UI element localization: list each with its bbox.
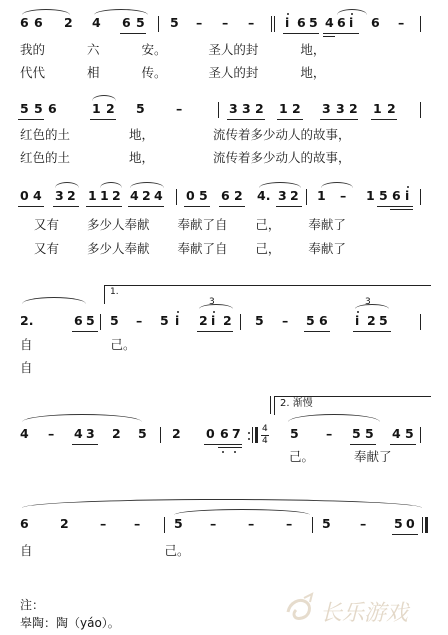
note: – (136, 313, 143, 328)
bar-line (420, 314, 421, 330)
underline (72, 444, 98, 445)
underline (304, 331, 330, 332)
triplet-slur (355, 304, 389, 309)
bar-line (100, 314, 101, 330)
note: 4 (325, 15, 334, 30)
note: 7 (232, 426, 241, 441)
note: i (349, 15, 354, 30)
note: 6 (20, 516, 29, 531)
repeat-dot (248, 432, 250, 434)
note: 0 (20, 188, 29, 203)
slur (130, 182, 164, 188)
note: 4 (33, 188, 42, 203)
note: – (326, 426, 333, 441)
lyrics-verse-1: 自 己。 (20, 543, 190, 558)
note: 5 (365, 426, 374, 441)
underline (377, 206, 413, 207)
note: – (176, 101, 183, 116)
high-dot (357, 311, 359, 313)
note: 5 (160, 313, 169, 328)
bar-line (420, 427, 421, 443)
watermark (282, 592, 432, 626)
note: 5 (379, 313, 388, 328)
note: – (248, 15, 255, 30)
slur (22, 9, 70, 15)
note: 5 (20, 101, 29, 116)
slur (100, 182, 122, 188)
note: 1 (100, 188, 109, 203)
underline (283, 33, 319, 34)
bar-line (240, 314, 241, 330)
note: 6 (48, 101, 57, 116)
note: 2 (223, 313, 232, 328)
note: 0 (406, 516, 415, 531)
volta-label: 2. 渐慢 (280, 398, 313, 409)
note: i (175, 313, 180, 328)
slur (259, 182, 301, 188)
bar-line (252, 427, 253, 443)
note: – (248, 516, 255, 531)
footnote-text: 皋陶：陶（yáo）。 (20, 616, 120, 630)
note: 5 (138, 426, 147, 441)
slur (174, 509, 310, 515)
lyrics-verse-2: 又有 多少人奉献 奉献了自 己， 奉献了 (34, 241, 346, 256)
underline (390, 444, 416, 445)
slur (22, 499, 422, 508)
bar-line (312, 517, 313, 533)
note: 3 (278, 188, 287, 203)
note: 2 (234, 188, 243, 203)
note: – (134, 516, 141, 531)
slur (94, 9, 148, 15)
note: 2 (367, 313, 376, 328)
bar-line (306, 189, 307, 205)
note: 5 (86, 313, 95, 328)
note: 4 (154, 188, 163, 203)
note: 2 (142, 188, 151, 203)
note: 5 (352, 426, 361, 441)
note: – (360, 516, 367, 531)
underline (371, 119, 397, 120)
watermark-text: 长乐游戏 (320, 601, 409, 626)
note: 3 (229, 101, 238, 116)
triplet-slur (199, 304, 233, 309)
note: 6 (34, 15, 43, 30)
note: 3 (55, 188, 64, 203)
underline (184, 206, 210, 207)
note: – (210, 516, 217, 531)
note: 1 (366, 188, 375, 203)
slur (22, 297, 86, 304)
bar-line (160, 427, 161, 443)
note: 6 (122, 15, 131, 30)
underline (390, 209, 413, 210)
slur (22, 414, 142, 422)
note: 4 (74, 426, 83, 441)
underline (86, 206, 122, 207)
underline (218, 447, 242, 448)
note: i (405, 188, 410, 203)
bar-line (270, 396, 271, 414)
note: 5 (170, 15, 179, 30)
repeat-dot (248, 438, 250, 440)
bar-line (176, 189, 177, 205)
note: 5 (379, 188, 388, 203)
note: 2 (112, 188, 121, 203)
underline (323, 36, 335, 37)
volta-label: 1. (110, 287, 119, 297)
slur (321, 182, 353, 188)
note: – (282, 313, 289, 328)
note: 4 (130, 188, 139, 203)
note: i (285, 15, 290, 30)
underline (276, 206, 302, 207)
note: 1 (88, 188, 97, 203)
note: 1 (279, 101, 288, 116)
note: 0 (186, 188, 195, 203)
note: 5 (136, 15, 145, 30)
note: 1 (317, 188, 326, 203)
note: 2 (112, 426, 121, 441)
bar-line (271, 16, 272, 32)
underline (392, 534, 418, 535)
slur (288, 414, 380, 422)
note: 2 (64, 15, 73, 30)
lyrics-verse-2: 代代 相 传。 圣人的封 地， (20, 65, 326, 80)
bar-line-heavy (425, 517, 428, 533)
low-dot (234, 451, 236, 453)
note: 6 (74, 313, 83, 328)
bar-line (164, 517, 165, 533)
footnote-label: 注： (20, 598, 45, 612)
note: 3 (86, 426, 95, 441)
note: 2 (199, 313, 208, 328)
note: – (398, 15, 405, 30)
note: – (100, 516, 107, 531)
note: 2 (106, 101, 115, 116)
high-dot (287, 13, 289, 15)
note: 5 (34, 101, 43, 116)
note: 4 (92, 15, 101, 30)
note: 6 (297, 15, 306, 30)
high-dot (407, 186, 409, 188)
underline (120, 33, 146, 34)
note: 2. (20, 313, 34, 328)
bar-line (158, 16, 159, 32)
underline (72, 331, 98, 332)
volta-bracket-1 (104, 285, 431, 304)
note: 5 (309, 15, 318, 30)
note: 5 (110, 313, 119, 328)
bar-line-heavy (255, 427, 258, 443)
note: i (355, 313, 360, 328)
underline (277, 119, 303, 120)
underline (323, 33, 359, 34)
triplet-mark: 3 (209, 297, 215, 307)
note: 3 (242, 101, 251, 116)
note: 4 (392, 426, 401, 441)
note: 6 (337, 15, 346, 30)
note: 6 (20, 15, 29, 30)
note: 0 (206, 426, 215, 441)
note: 2 (255, 101, 264, 116)
slur (55, 182, 79, 188)
note: 2 (172, 426, 181, 441)
note: 1 (373, 101, 382, 116)
note: 1 (92, 101, 101, 116)
note: 5 (174, 516, 183, 531)
lyrics-verse-2: 红色的土 地， 流传着多少动人的故事， (20, 150, 351, 165)
note: – (340, 188, 347, 203)
time-signature-top: 4 (262, 424, 268, 434)
underline (18, 206, 44, 207)
note: 5 (290, 426, 299, 441)
lyrics-verse-1: 又有 多少人奉献 奉献了自 己， 奉献了 (34, 217, 346, 232)
underline (219, 206, 245, 207)
time-signature-bottom: 4 (262, 436, 268, 446)
triplet-mark: 3 (365, 297, 371, 307)
lyrics-verse-1: 自 己。 (20, 337, 136, 352)
underline (53, 206, 79, 207)
note: 5 (306, 313, 315, 328)
note: 3 (322, 101, 331, 116)
note: – (286, 516, 293, 531)
note: – (196, 15, 203, 30)
lyrics-verse-1: 己。 奉献了 (289, 449, 392, 464)
note: 5 (405, 426, 414, 441)
underline (197, 331, 233, 332)
lyrics-verse-1: 我的 六 安。 圣人的封 地， (20, 42, 326, 57)
note: i (211, 313, 216, 328)
note: 3 (336, 101, 345, 116)
underline (320, 119, 358, 120)
high-dot (177, 311, 179, 313)
note: 2 (290, 188, 299, 203)
note: 6 (371, 15, 380, 30)
note: 5 (394, 516, 403, 531)
lyrics-verse-2: 自 (20, 360, 33, 375)
note: 5 (199, 188, 208, 203)
underline (353, 331, 391, 332)
lyrics-verse-1: 红色的土 地， 流传着多少动人的故事， (20, 127, 351, 142)
underline (204, 444, 242, 445)
note: 5 (322, 516, 331, 531)
bar-line (420, 102, 421, 118)
note: 6 (392, 188, 401, 203)
bar-line (420, 189, 421, 205)
bar-line (420, 16, 421, 32)
note: 2 (67, 188, 76, 203)
note: 5 (136, 101, 145, 116)
note: 6 (221, 188, 230, 203)
note: 6 (319, 313, 328, 328)
note: 4 (20, 426, 29, 441)
note: 6 (220, 426, 229, 441)
slur (337, 9, 367, 15)
note: – (48, 426, 55, 441)
note: 2 (349, 101, 358, 116)
high-dot (213, 311, 215, 313)
bar-line (274, 16, 275, 32)
slur (92, 95, 116, 101)
note: 2 (292, 101, 301, 116)
low-dot (222, 451, 224, 453)
watermark-logo-icon (282, 592, 322, 626)
underline (128, 206, 164, 207)
note: 5 (255, 313, 264, 328)
underline (18, 119, 44, 120)
note: – (222, 15, 229, 30)
bar-line (218, 102, 219, 118)
note: 4. (257, 188, 271, 203)
underline (90, 119, 116, 120)
bar-line (422, 517, 423, 533)
note: 2 (387, 101, 396, 116)
underline (227, 119, 265, 120)
underline (350, 444, 376, 445)
note: 2 (60, 516, 69, 531)
